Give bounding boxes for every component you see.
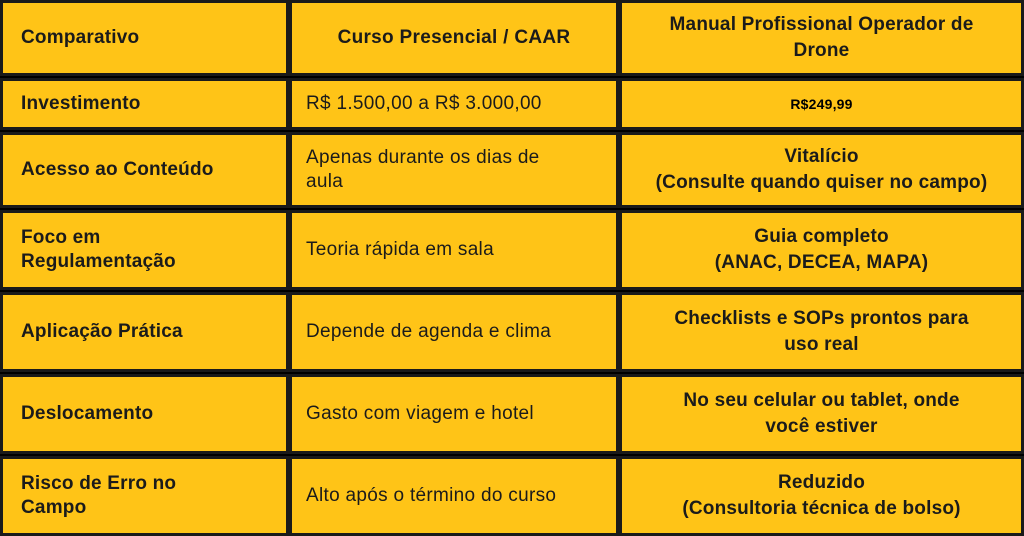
row-manual-text: (Consulte quando quiser no campo)	[655, 172, 988, 193]
row-label-aplicacao	[0, 292, 289, 372]
row-presencial-text: Alto após o término do curso	[306, 485, 557, 506]
row-label-foco	[0, 210, 289, 290]
row-manual-text: você estiver	[765, 416, 878, 437]
row-label-text: Aplicação Prática	[21, 321, 183, 342]
row-manual-deslocamento	[619, 374, 1024, 454]
row-label-deslocamento	[0, 374, 289, 454]
header-manual-profissional	[619, 0, 1024, 76]
row-manual-text: Guia completo	[754, 226, 889, 247]
row-manual-aplicacao	[619, 292, 1024, 372]
row-manual-text: No seu celular ou tablet, onde	[683, 390, 960, 411]
row-presencial-foco	[289, 210, 619, 290]
row-manual-text: Vitalício	[784, 146, 859, 167]
row-label-acesso	[0, 132, 289, 208]
row-presencial-text: Gasto com viagem e hotel	[306, 403, 534, 424]
row-manual-text: (ANAC, DECEA, MAPA)	[714, 252, 929, 273]
row-presencial-text: Apenas durante os dias de	[306, 147, 540, 168]
row-presencial-acesso	[289, 132, 619, 208]
row-manual-foco	[619, 210, 1024, 290]
row-presencial-text: Depende de agenda e clima	[306, 321, 552, 342]
row-label-investimento	[0, 78, 289, 130]
row-presencial-text: aula	[306, 171, 344, 192]
row-label-risco	[0, 456, 289, 536]
row-label-text: Deslocamento	[21, 403, 154, 424]
row-manual-text: Reduzido	[777, 472, 866, 493]
row-label-text: Regulamentação	[21, 251, 176, 272]
header-manual-line2: Drone	[793, 40, 850, 61]
row-manual-investimento	[619, 78, 1024, 130]
header-curso-presencial	[289, 0, 619, 76]
header-comparativo-label: Comparativo	[21, 27, 140, 48]
header-manual-line1: Manual Profissional Operador de	[669, 14, 974, 35]
row-presencial-investimento	[289, 78, 619, 130]
row-presencial-text: R$ 1.500,00 a R$ 3.000,00	[306, 93, 542, 114]
row-label-text: Campo	[21, 497, 87, 518]
row-label-text: Acesso ao Conteúdo	[21, 159, 214, 180]
header-curso-presencial-label: Curso Presencial / CAAR	[337, 27, 571, 48]
row-label-text: Investimento	[21, 93, 141, 114]
row-presencial-risco	[289, 456, 619, 536]
row-label-text: Foco em	[21, 227, 101, 248]
row-manual-text: uso real	[784, 334, 859, 355]
row-manual-text: (Consultoria técnica de bolso)	[682, 498, 961, 519]
row-label-text: Risco de Erro no	[21, 473, 177, 494]
row-presencial-aplicacao	[289, 292, 619, 372]
price-value: R$249,99	[790, 96, 853, 112]
row-manual-risco	[619, 456, 1024, 536]
row-manual-text: Checklists e SOPs prontos para	[674, 308, 969, 329]
header-comparativo	[0, 0, 289, 76]
row-presencial-text: Teoria rápida em sala	[306, 239, 494, 260]
row-manual-acesso	[619, 132, 1024, 208]
row-presencial-deslocamento	[289, 374, 619, 454]
